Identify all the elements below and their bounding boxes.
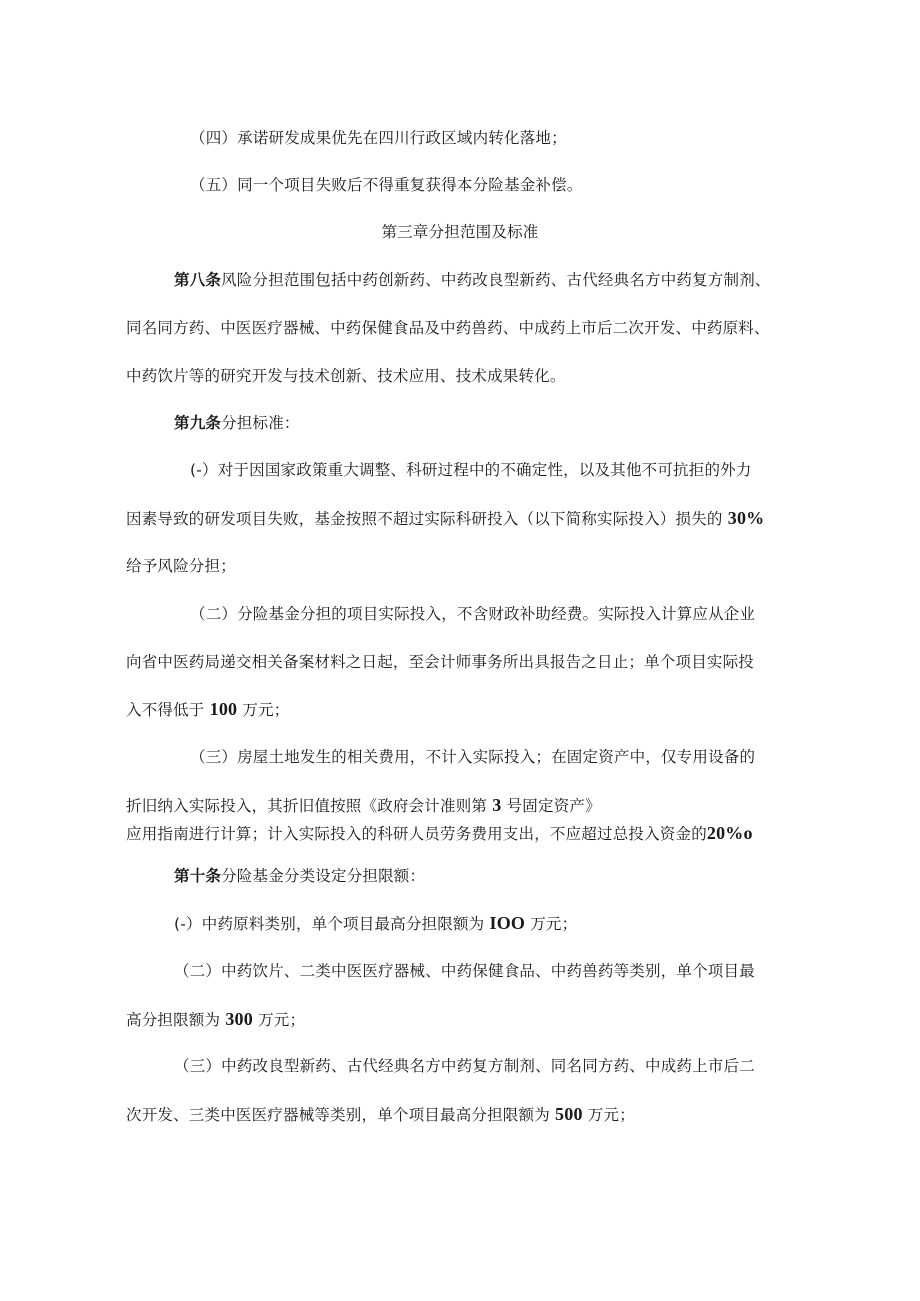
article10-p1-amount: IOO [489, 913, 526, 933]
article9-p2-amount: 100 [209, 699, 238, 719]
article10-p1-b: 万元； [530, 915, 578, 933]
article8-line2: 同名同方药、中医医疗器械、中药保健食品及中药兽药、中成药上市后二次开发、中药原料、 [126, 319, 770, 337]
item-five: （五）同一个项目失败后不得重复获得本分险基金补偿。 [190, 176, 583, 194]
article9-p3-number: 3 [492, 795, 502, 815]
article10-p1-a: (-）中药原料类别，单个项目最高分担限额为 [174, 915, 485, 933]
article8-label: 第八条 [174, 271, 222, 289]
article8-text1: 风险分担范围包括中药创新药、中药改良型新药、古代经典名方中药复方制剂、 [221, 271, 771, 289]
article10-p3-line2-a: 次开发、三类中医医疗器械等类别，单个项目最高分担限额为 [126, 1106, 550, 1124]
article9-intro: 分担标准： [221, 414, 300, 432]
item-four: （四）承诺研发成果优先在四川行政区域内转化落地； [190, 129, 567, 147]
article9-p2-line3 [126, 699, 290, 720]
chapter-heading: 第三章分担范围及标准 [381, 223, 539, 241]
article10-label: 第十条 [174, 867, 222, 885]
article10-p2-line1: （二）中药饮片、二类中医医疗器械、中药保健食品、中药兽药等类别，单个项目最 [174, 962, 755, 980]
article10-p3-amount: 500 [555, 1104, 583, 1124]
article9-p2-line2: 向省中医药局递交相关备案材料之日起，至会计师事务所出具报告之日止；单个项目实际投 [126, 653, 755, 671]
article10-p3-line2 [126, 1104, 635, 1125]
article9-p3-line3 [126, 823, 753, 844]
article9-p1-percent: 30% [727, 508, 765, 528]
article9-p3-line2-b: 号固定资产》 [506, 797, 601, 815]
article8-line1 [174, 270, 771, 290]
article9-p1-line3: 给予风险分担； [126, 557, 236, 575]
article9-p2-line3-b: 万元； [242, 701, 290, 719]
article10-p2-line2-a: 高分担限额为 [126, 1011, 221, 1029]
article8-line3: 中药饮片等的研究开发与技术创新、技术应用、技术成果转化。 [126, 367, 566, 385]
article10-intro: 分险基金分类设定分担限额： [221, 867, 426, 885]
article9-p3-line1: （三）房屋土地发生的相关费用，不计入实际投入；在固定资产中，仅专用设备的 [190, 748, 756, 766]
article10-intro-line [174, 866, 425, 886]
article9-intro-line [174, 413, 300, 433]
article10-p2-amount: 300 [225, 1009, 253, 1029]
article10-p3-line1: （三）中药改良型新药、古代经典名方中药复方制剂、同名同方药、中成药上市后二 [174, 1057, 755, 1075]
article9-p2-line3-a: 入不得低于 [126, 701, 205, 719]
article9-p3-line3-text: 应用指南进行计算；计入实际投入的科研人员劳务费用支出，不应超过总投入资金的 [126, 825, 707, 843]
article9-p3-line2-a: 折旧纳入实际投入，其折旧值按照《政府会计准则第 [126, 797, 488, 815]
article9-p1-line2-text: 因素导致的研发项目失败，基金按照不超过实际科研投入（以下简称实际投入）损失的 [126, 510, 723, 528]
article9-p1-line1: (-）对于因国家政策重大调整、科研过程中的不确定性，以及其他不可抗拒的外力 [190, 461, 752, 479]
article9-p3-line2 [126, 795, 601, 816]
article9-label: 第九条 [174, 414, 222, 432]
article10-p2-line2-b: 万元； [258, 1011, 306, 1029]
article9-p2-line1: （二）分险基金分担的项目实际投入，不含财政补助经费。实际投入计算应从企业 [190, 605, 756, 623]
article10-p2-line2 [126, 1009, 305, 1030]
article9-p1-line2 [126, 508, 764, 529]
article10-p3-line2-b: 万元； [587, 1106, 635, 1124]
article10-p1 [174, 913, 577, 934]
article9-p3-percent: 20%o [706, 823, 753, 843]
